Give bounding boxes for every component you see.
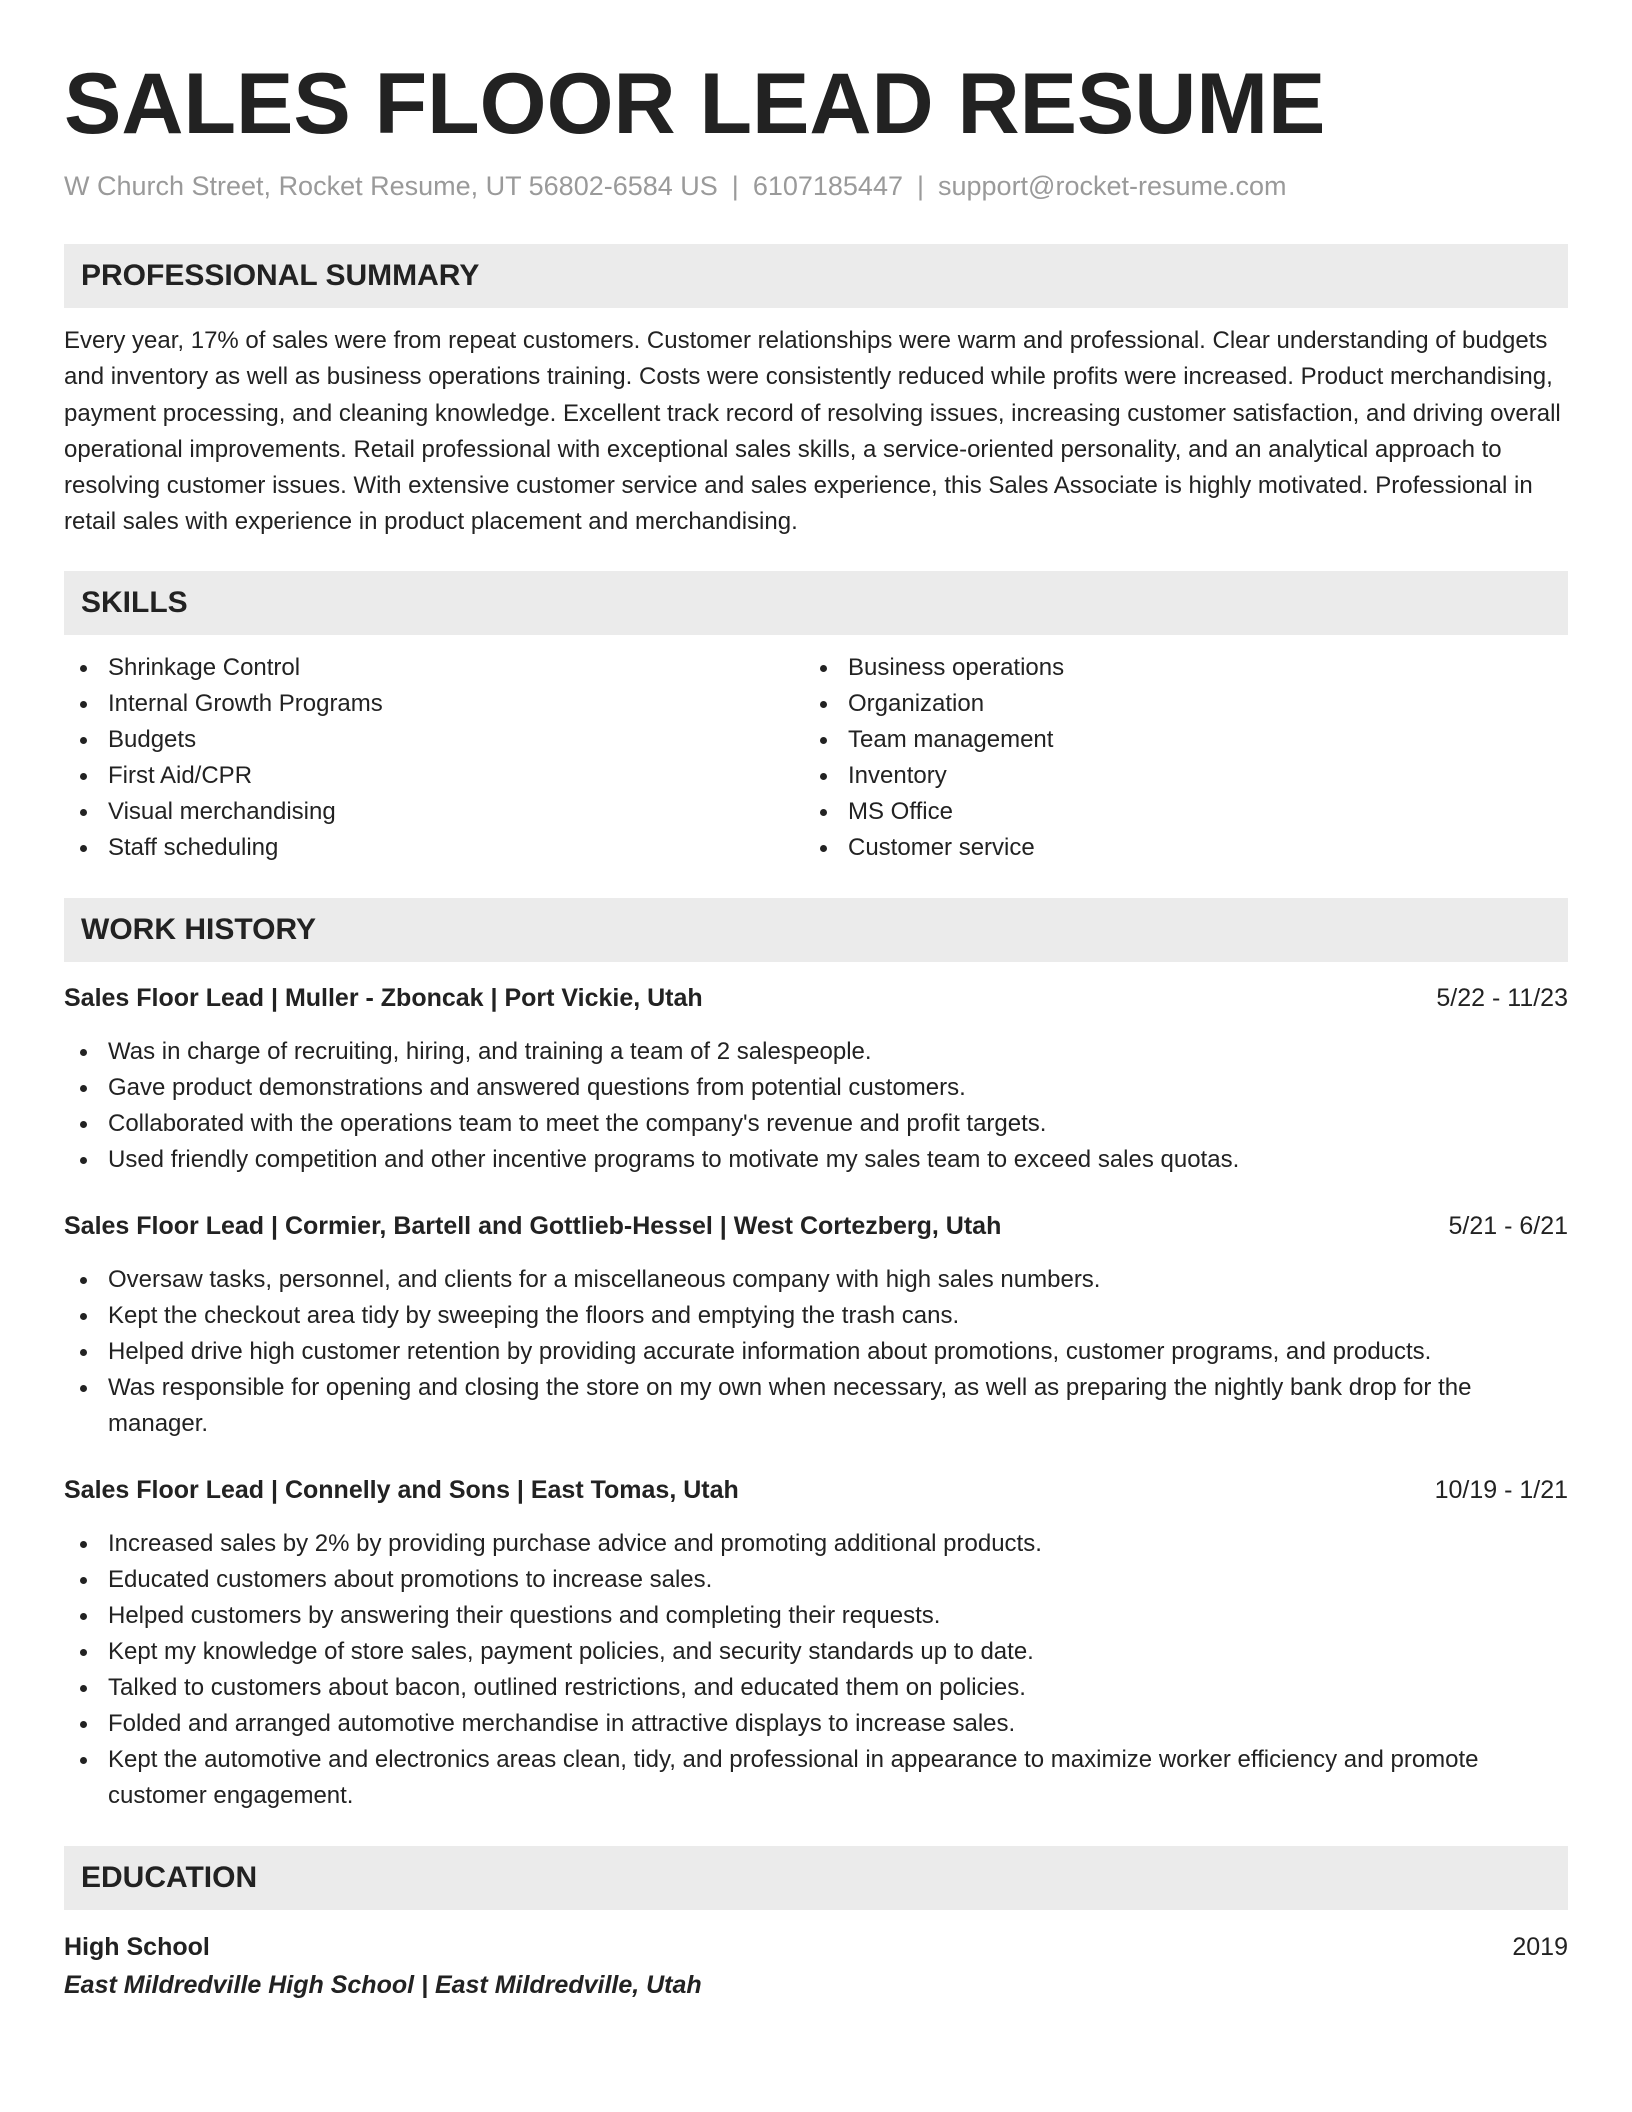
skill-item: Staff scheduling [64, 830, 804, 866]
skill-item: Team management [804, 722, 1064, 758]
skill-item: Internal Growth Programs [64, 686, 804, 722]
job-bullet: Kept my knowledge of store sales, payment policies, and security standards up to date. [64, 1634, 1568, 1670]
skills-column-right [804, 650, 1064, 866]
job-bullet: Kept the checkout area tidy by sweeping the floors and emptying the trash cans. [64, 1298, 1568, 1334]
education-degree: High School [64, 1932, 210, 1961]
job-dates: 10/19 - 1/21 [1434, 1475, 1568, 1504]
job-dates: 5/22 - 11/23 [1436, 983, 1568, 1012]
summary-text: Every year, 17% of sales were from repeat customers. Customer relationships were warm and professional. Clear understanding of budgets and inventory as well as business operations training. Costs were consistently reduced while profits were increased. Product merchandising, payment processing, and cleaning knowledge. Excellent track record of resolving issues, increasing customer satisfaction, and driving overall operational improvements. Retail professional with exceptional sales skills, a service-oriented personality, and an analytical approach to resolving customer issues. With extensive customer service and sales experience, this Sales Associate is highly motivated. Professional in retail sales with experience in product placement and merchandising. [64, 327, 1561, 536]
job-bullet: Collaborated with the operations team to meet the company's revenue and profit targets. [64, 1106, 1568, 1142]
job-bullet: Was responsible for opening and closing the store on my own when necessary, as well as preparing the nightly bank drop for the manager. [64, 1370, 1568, 1442]
job-title: Sales Floor Lead | Connelly and Sons | East Tomas, Utah [64, 1475, 739, 1504]
job-bullet: Helped customers by answering their questions and completing their requests. [64, 1598, 1568, 1634]
job-header [64, 1472, 1568, 1508]
job-bullet: Increased sales by 2% by providing purchase advice and promoting additional products. [64, 1526, 1568, 1562]
job-bullet: Folded and arranged automotive merchandise in attractive displays to increase sales. [64, 1706, 1568, 1742]
contact-email: support@rocket-resume.com [938, 171, 1287, 201]
job-entry [64, 980, 1568, 1178]
job-bullet: Kept the automotive and electronics areas clean, tidy, and professional in appearance to maximize worker efficiency and promote customer engagement. [64, 1742, 1568, 1814]
education-school: East Mildredville High School | East Mildredville, Utah [64, 1970, 702, 1999]
job-dates: 5/21 - 6/21 [1448, 1211, 1568, 1240]
job-bullet: Was in charge of recruiting, hiring, and training a team of 2 salespeople. [64, 1034, 1568, 1070]
resume-title: SALES FLOOR LEAD RESUME [64, 56, 1326, 152]
skill-item: Budgets [64, 722, 804, 758]
skills-list [64, 650, 1568, 866]
contact-phone: 6107185447 [752, 171, 903, 201]
job-bullets [64, 1526, 1568, 1814]
section-header-summary: PROFESSIONAL SUMMARY [64, 244, 1568, 308]
job-title: Sales Floor Lead | Cormier, Bartell and Gottlieb-Hessel | West Cortezberg, Utah [64, 1211, 1002, 1240]
job-bullet: Helped drive high customer retention by providing accurate information about promotions, customer programs, and products. [64, 1334, 1568, 1370]
contact-separator: | [916, 171, 924, 201]
job-entry [64, 1208, 1568, 1442]
contact-separator: | [731, 171, 739, 201]
job-bullet: Educated customers about promotions to increase sales. [64, 1562, 1568, 1598]
skill-item: First Aid/CPR [64, 758, 804, 794]
skill-item: Organization [804, 686, 1064, 722]
skill-item: Customer service [804, 830, 1064, 866]
skill-item: Inventory [804, 758, 1064, 794]
education-header [64, 1928, 1568, 1966]
section-header-education: EDUCATION [64, 1846, 1568, 1910]
contact-line [64, 168, 1568, 204]
section-header-skills: SKILLS [64, 571, 1568, 635]
job-bullet: Used friendly competition and other incentive programs to motivate my sales team to exceed sales quotas. [64, 1142, 1568, 1178]
job-bullet: Gave product demonstrations and answered questions from potential customers. [64, 1070, 1568, 1106]
education-year: 2019 [1512, 1932, 1568, 1961]
skill-item: Visual merchandising [64, 794, 804, 830]
job-bullets [64, 1034, 1568, 1178]
job-entry [64, 1472, 1568, 1814]
skill-item: MS Office [804, 794, 1064, 830]
skill-item: Shrinkage Control [64, 650, 804, 686]
job-bullet: Talked to customers about bacon, outlined restrictions, and educated them on policies. [64, 1670, 1568, 1706]
job-bullets [64, 1262, 1568, 1442]
skills-column-left [64, 650, 804, 866]
skill-item: Business operations [804, 650, 1064, 686]
job-header [64, 1208, 1568, 1244]
contact-address: W Church Street, Rocket Resume, UT 56802-6584 US [64, 171, 718, 201]
job-title: Sales Floor Lead | Muller - Zboncak | Port Vickie, Utah [64, 983, 703, 1012]
section-header-work: WORK HISTORY [64, 898, 1568, 962]
job-bullet: Oversaw tasks, personnel, and clients for a miscellaneous company with high sales numbers. [64, 1262, 1568, 1298]
job-header [64, 980, 1568, 1016]
